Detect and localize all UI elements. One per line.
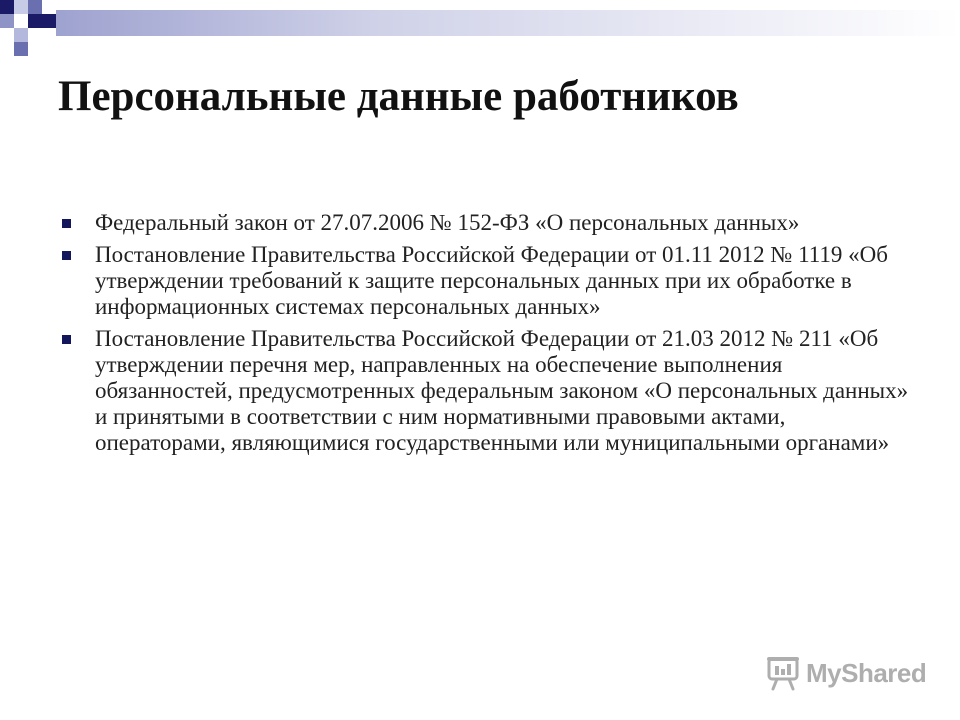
list-item-text: Постановление Правительства Российской Федерации от 21.03 2012 № 211 «Об утверждении перечня мер, направленных на обеспечение выполнения обязанностей, предусмотренных федеральным законом «О персональных данных» и принятыми в соответствии с ним нормативными правовыми актами, операторами, являющимися государственными или муниципальными органами» (95, 326, 909, 455)
square-bullet-icon (62, 335, 71, 344)
list-item (62, 242, 912, 320)
bullet-list (62, 210, 912, 462)
watermark-text: MyShared (806, 657, 927, 688)
list-item (62, 210, 912, 236)
square-bullet-icon (62, 219, 71, 228)
watermark (765, 655, 926, 691)
square-bullet-icon (62, 251, 71, 260)
presentation-board-icon (765, 655, 801, 691)
list-item-text: Постановление Правительства Российской Федерации от 01.11 2012 № 1119 «Об утверждении требований к защите персональных данных при их обработке в информационных системах персональных данных» (95, 242, 888, 319)
list-item-text: Федеральный закон от 27.07.2006 № 152-ФЗ «О персональных данных» (95, 210, 800, 235)
slide-title: Персональные данные работников (58, 73, 739, 120)
header-decoration (0, 0, 960, 60)
list-item (62, 326, 912, 456)
